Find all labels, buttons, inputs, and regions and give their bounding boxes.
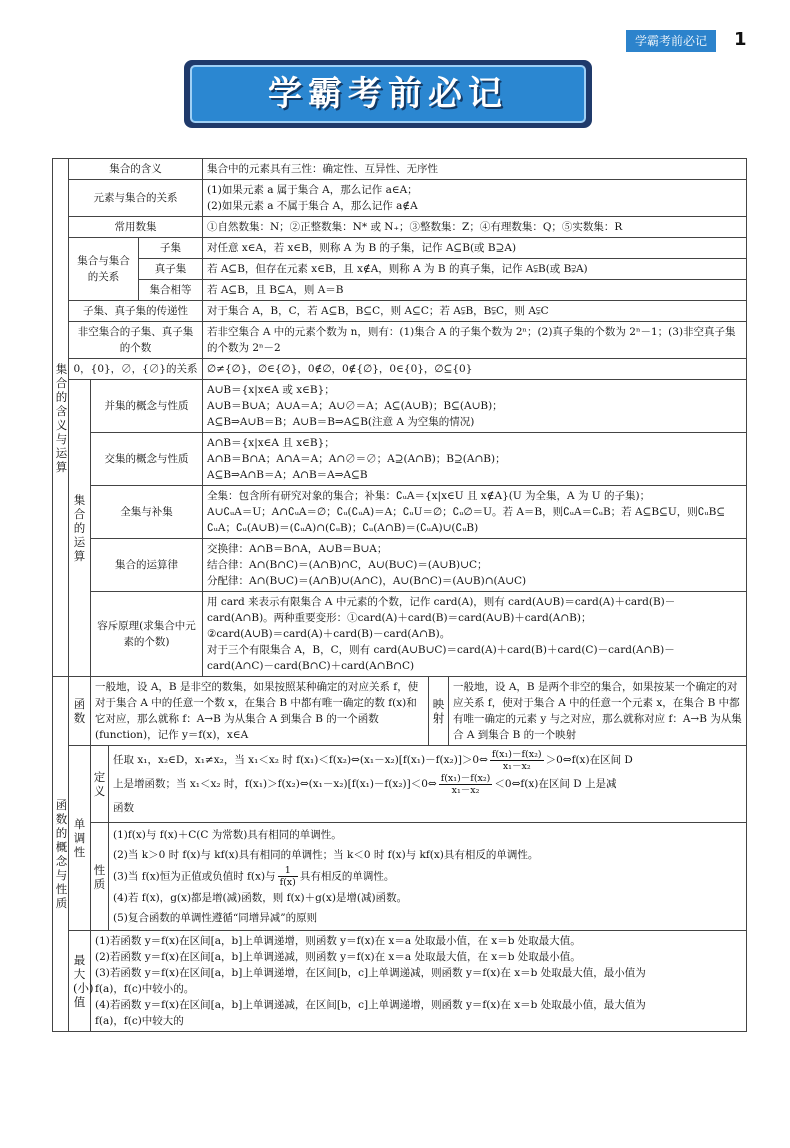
set-relation-label: 集合与集合的关系 — [69, 238, 139, 301]
inclusion-exclusion-text: 用 card 来表示有限集合 A 中元素的个数，记作 card(A)，则有 card(A∪B)＝card(A)＋card(B)－ card(A∩B)。两种重要变形：①card(A)＋card(B)＝card(A∪B)＋card(A∩B)； ②card(A∪B)＝card(A)＋card(B)－card(A∩B)。 对于三个有限集合 A，B，C，则有 card(A∪B∪C)＝card(A)＋card(B)＋card(C)－card(A∩B)－ card(A∩C)－card(B∩C)＋card(A∩B∩C) — [203, 592, 747, 677]
title-banner — [184, 60, 592, 128]
empty-set-text: ∅≠{∅}，∅∈{∅}，0∉∅，0∉{∅}，0∈{0}，∅⊆{0} — [203, 359, 747, 380]
extreme-label: 最大(小)值 — [69, 931, 91, 1032]
header-tag: 学霸考前必记 — [626, 30, 716, 52]
transitivity-text: 对于集合 A，B，C，若 A⊆B，B⊆C，则 A⊆C；若 A⫋B，B⫋C，则 A⫋C — [203, 301, 747, 322]
function-table — [52, 676, 747, 1032]
extreme-text: (1)若函数 y＝f(x)在区间[a，b]上单调递增，则函数 y＝f(x)在 x＝a 处取最小值，在 x＝b 处取最大值。 (2)若函数 y＝f(x)在区间[a，b]上单调递减，则函数 y＝f(x)在 x＝a 处取最大值，在 x＝b 处取最小值。 (3)若函数 y＝f(x)在区间[a，b]上单调递增，在区间[b，c]上单调递减，则函数 y＝f(x)在 x＝b 处取最大值，最小值为 f(a)，f(c)中较小的。 (4)若函数 y＝f(x)在区间[a，b]上单调递减，在区间[b，c]上单调递增，则函数 y＝f(x)在 x＝b 处取最小值，最大值为 f(a)，f(c)中较大的 — [91, 931, 747, 1032]
transitivity-label: 子集、真子集的传递性 — [69, 301, 203, 322]
operations-label: 集合的运算 — [69, 380, 91, 677]
fraction: $\frac{1}{f(x)}$ — [279, 865, 296, 888]
laws-label: 集合的运算律 — [91, 539, 203, 592]
content-panel — [52, 158, 746, 1120]
function-text: 一般地，设 A，B 是非空的数集，如果按照某种确定的对应关系 f，使对于集合 A 中的任意一个数 x，在集合 B 中都有唯一确定的数 f(x)和它对应，那么就称 f：A→B 为从集合 A 到集合 B 的一个函数(function)，记作 y＝f(x)，x∈A — [91, 677, 429, 746]
element-relation-label: 元素与集合的关系 — [69, 180, 203, 217]
fraction: $\frac{\text{f(x₁)－f(x₂)}}{\text{x₁－x₂}}$ — [440, 772, 491, 796]
set-section-title: 集合的含义与运算 — [53, 159, 69, 677]
complement-text: 全集：包含所有研究对象的集合；补集：∁ᵤA＝{x|x∈U 且 x∉A}(U 为全集，A 为 U 的子集)； A∪∁ᵤA＝U；A∩∁ᵤA＝∅；∁ᵤ(∁ᵤA)＝A；∁ᵤU＝∅；∁ᵤ∅＝U。若 A＝B，则∁ᵤA＝∁ᵤB；若 A⊆B⊆U，则∁ᵤB⊆ ∁ᵤA；∁ᵤ(A∪B)＝(∁ᵤA)∩(∁ᵤB)；∁ᵤ(A∩B)＝(∁ᵤA)∪(∁ᵤB) — [203, 486, 747, 539]
proper-subset-label: 真子集 — [139, 259, 203, 280]
fraction: $\frac{\text{f(x₁)－f(x₂)}}{\text{x₁－x₂}}$ — [491, 748, 542, 772]
element-relation-text: (1)如果元素 a 属于集合 A，那么记作 a∈A； (2)如果元素 a 不属于集合 A，那么记作 a∉A — [203, 180, 747, 217]
subset-label: 子集 — [139, 238, 203, 259]
monotonic-properties: (1)f(x)与 f(x)＋C(C 为常数)具有相同的单调性。 (2)当 k＞0 时 f(x)与 kf(x)具有相同的单调性；当 k＜0 时 f(x)与 kf(x)具有相反的单调性。 (3)当 f(x)恒为正值或负值时 f(x)与 $\frac{1}{f(x)}$ 具有相反的单调性。 (4)若 f(x)，g(x)都是增(减)函数，则 f(x)＋g(x)是增(减)函数。 (5)复合函数的单调性遵循“同增异减”的原则 — [109, 823, 747, 931]
union-text: A∪B＝{x|x∈A 或 x∈B}； A∪B＝B∪A；A∪A＝A；A∪∅＝A；A⊆(A∪B)；B⊆(A∪B)； A⊆B⇒A∪B＝B；A∪B＝B⇒A⊆B(注意 A 为空集的情况) — [203, 380, 747, 433]
page-number: 1 — [734, 29, 747, 50]
common-sets-text: ①自然数集：N；②正整数集：N* 或 N₊；③整数集：Z；④有理数集：Q；⑤实数集：R — [203, 217, 747, 238]
union-label: 并集的概念与性质 — [91, 380, 203, 433]
property-label: 性质 — [91, 823, 109, 931]
banner-title: 学霸考前必记 — [190, 65, 586, 123]
monotonic-label: 单调性 — [69, 746, 91, 931]
set-table — [52, 158, 747, 677]
monotonic-definition: 任取 x₁，x₂∈D，x₁≠x₂，当 x₁＜x₂ 时 f(x₁)＜f(x₂)⇔(x₁－x₂)[f(x₁)－f(x₂)]＞0⇔ $\frac{\text{f(x₁)－f(x₂)}}{\text{x₁－x₂}}$ ＞0⇔f(x)在区间 D 上是增函数；当 x₁＜x₂ 时，f(x₁)＞f(x₂)⇔(x₁－x₂)[f(x₁)－f(x₂)]＜0⇔ $\frac{\text{f(x₁)－f(x₂)}}{\text{x₁－x₂}}$ ＜0⇔f(x)在区间 D 上是减 函数 — [109, 746, 747, 823]
laws-text: 交换律：A∩B＝B∩A，A∪B＝B∪A； 结合律：A∩(B∩C)＝(A∩B)∩C，A∪(B∪C)＝(A∪B)∪C； 分配律：A∩(B∪C)＝(A∩B)∪(A∩C)，A∪(B∩C)＝(A∪B)∩(A∪C) — [203, 539, 747, 592]
func-section-title: 函数的概念与性质 — [53, 677, 69, 1032]
mapping-text: 一般地，设 A，B 是两个非空的集合，如果按某一个确定的对应关系 f，使对于集合 A 中的任意一个元素 x，在集合 B 中都有唯一确定的元素 y 与之对应，那么就称对应 f：A→B 为从集合 A 到集合 B 的一个映射 — [449, 677, 747, 746]
complement-label: 全集与补集 — [91, 486, 203, 539]
common-sets-label: 常用数集 — [69, 217, 203, 238]
meaning-label: 集合的含义 — [69, 159, 203, 180]
inclusion-exclusion-label: 容斥原理(求集合中元素的个数) — [91, 592, 203, 677]
mapping-label: 映射 — [429, 677, 449, 746]
subset-count-text: 若非空集合 A 中的元素个数为 n，则有：(1)集合 A 的子集个数为 2ⁿ；(2)真子集的个数为 2ⁿ－1；(3)非空真子集的个数为 2ⁿ－2 — [203, 322, 747, 359]
intersection-text: A∩B＝{x|x∈A 且 x∈B}； A∩B＝B∩A；A∩A＝A；A∩∅＝∅；A⊇(A∩B)；B⊇(A∩B)； A⊆B⇒A∩B＝A；A∩B＝A⇒A⊆B — [203, 433, 747, 486]
empty-set-label: 0，{0}，∅，{∅}的关系 — [69, 359, 203, 380]
function-label: 函数 — [69, 677, 91, 746]
meaning-text: 集合中的元素具有三性：确定性、互异性、无序性 — [203, 159, 747, 180]
intersection-label: 交集的概念与性质 — [91, 433, 203, 486]
subset-text: 对任意 x∈A，若 x∈B，则称 A 为 B 的子集，记作 A⊆B(或 B⊇A) — [203, 238, 747, 259]
set-equal-text: 若 A⊆B，且 B⊆A，则 A＝B — [203, 280, 747, 301]
definition-label: 定义 — [91, 746, 109, 823]
subset-count-label: 非空集合的子集、真子集的个数 — [69, 322, 203, 359]
proper-subset-text: 若 A⊆B，但存在元素 x∈B，且 x∉A，则称 A 为 B 的真子集，记作 A⫋B(或 B⫌A) — [203, 259, 747, 280]
set-equal-label: 集合相等 — [139, 280, 203, 301]
